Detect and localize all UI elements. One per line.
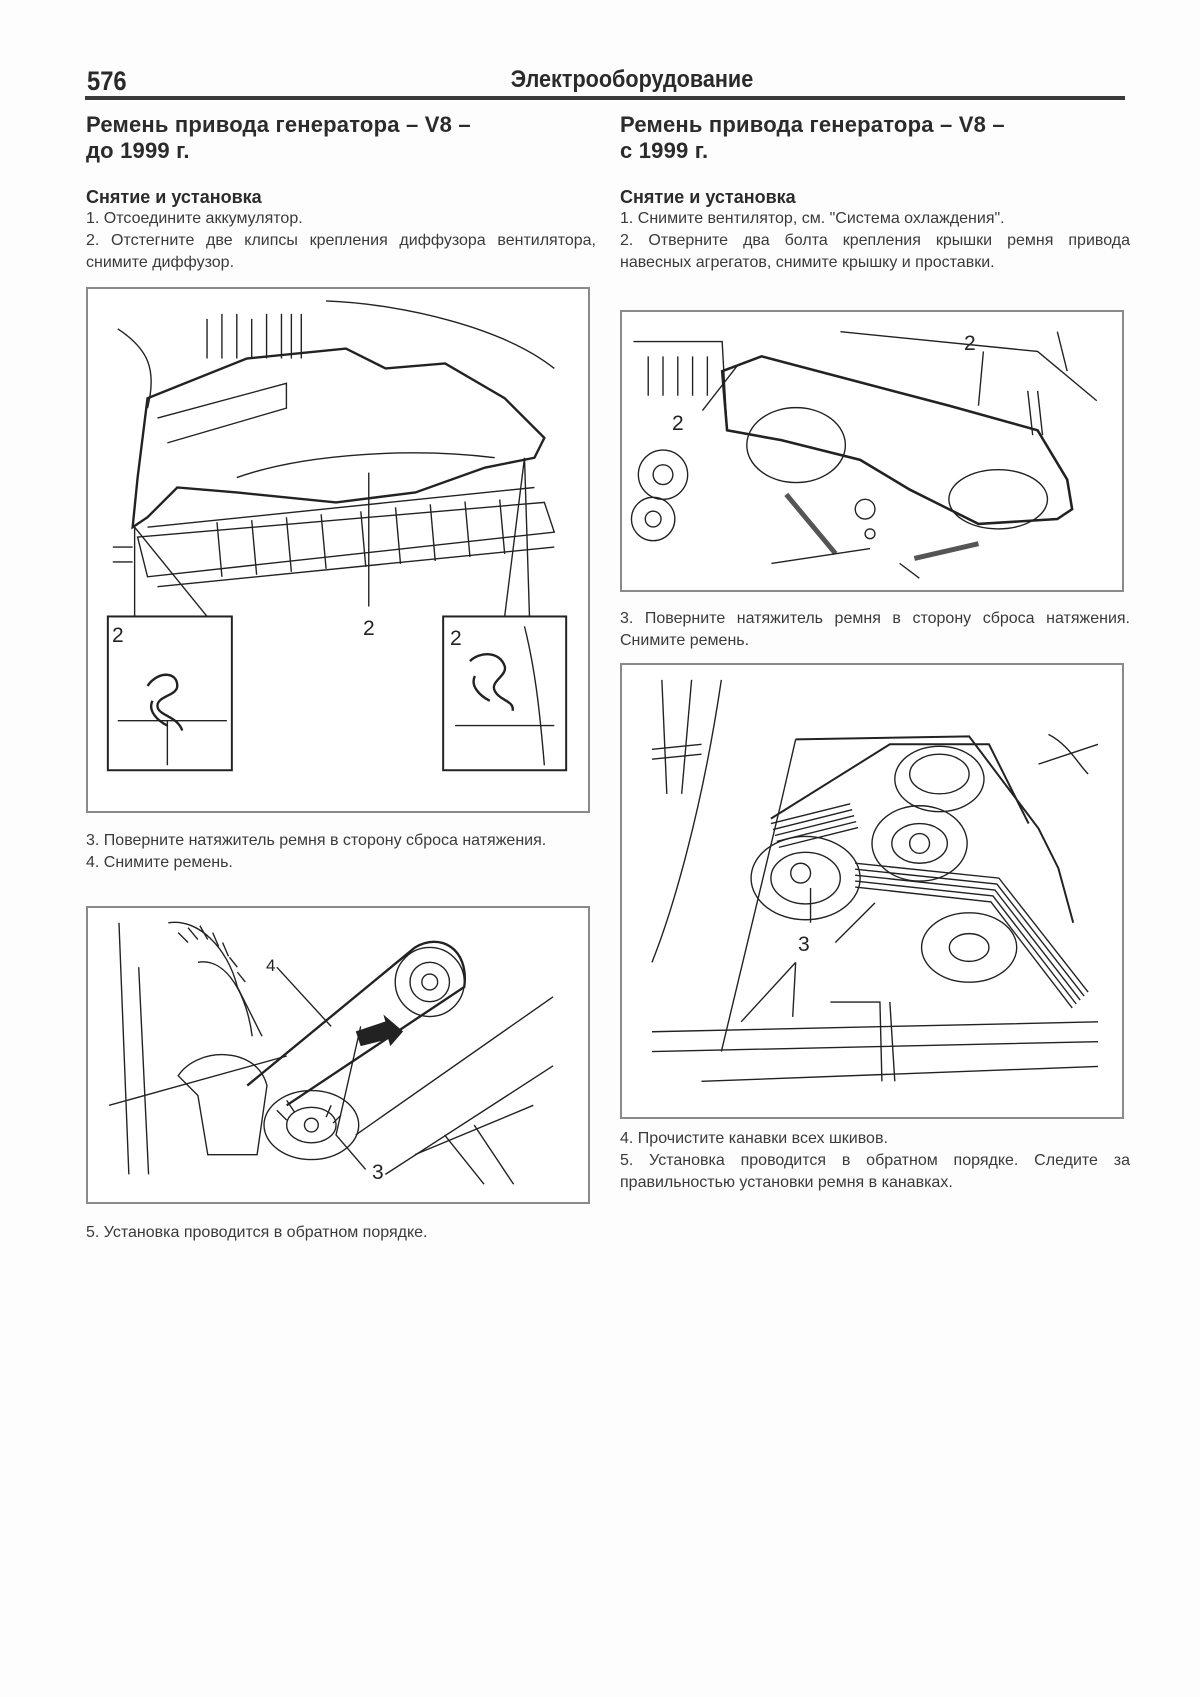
section-title bbox=[86, 112, 596, 164]
figure-belt-cover bbox=[620, 310, 1124, 592]
step-paragraph: 5. Установка проводится в обратном порядке. Следите за правильностью установки ремня в канавках. bbox=[620, 1152, 1130, 1191]
figure-belt-routing bbox=[620, 663, 1124, 1119]
section-title-line: Ремень привода генератора – V8 – bbox=[620, 112, 1005, 137]
section-title bbox=[620, 112, 1130, 164]
callout-label: 2 bbox=[450, 627, 462, 650]
step-paragraph: 3. Поверните натяжитель ремня в сторону сброса натяжения. Снимите ремень. bbox=[620, 610, 1130, 649]
subsection-title: Снятие и установка bbox=[86, 187, 262, 207]
figure-diffuser-clips bbox=[86, 287, 590, 813]
step-paragraph: 2. Отверните два болта крепления крышки ремня привода навесных агрегатов, снимите крышку и проставки. bbox=[620, 232, 1130, 271]
page-header bbox=[85, 62, 1125, 102]
callout-label: 2 bbox=[964, 332, 976, 355]
step-paragraph: 4. Прочистите канавки всех шкивов. bbox=[620, 1130, 888, 1147]
step-paragraph: 5. Установка проводится в обратном порядке. bbox=[86, 1224, 428, 1241]
step-paragraph: 2. Отстегните две клипсы крепления диффузора вентилятора, снимите диффузор. bbox=[86, 232, 596, 271]
callout-label: 3 bbox=[372, 1161, 384, 1184]
callout-label: 3 bbox=[798, 933, 810, 956]
right-step-3 bbox=[620, 608, 1130, 652]
right-column bbox=[620, 112, 1130, 274]
diffuser-illustration bbox=[88, 289, 588, 811]
left-steps-3-4 bbox=[86, 830, 596, 874]
page-number: 576 bbox=[87, 66, 127, 96]
figure-belt-tensioner bbox=[86, 906, 590, 1204]
callout-label: 2 bbox=[112, 624, 124, 647]
running-title: Электрооборудование bbox=[510, 66, 754, 93]
step-paragraph: 3. Поверните натяжитель ремня в сторону сброса натяжения. bbox=[86, 832, 547, 849]
header-rule bbox=[85, 96, 1125, 100]
subsection-title: Снятие и установка bbox=[620, 187, 796, 207]
belt-cover-illustration bbox=[622, 312, 1122, 590]
tensioner-illustration bbox=[88, 908, 588, 1202]
section-title-line: Ремень привода генератора – V8 – bbox=[86, 112, 471, 137]
right-steps-4-5 bbox=[620, 1128, 1130, 1194]
step-paragraph: 1. Снимите вентилятор, см. "Система охлаждения". bbox=[620, 210, 1005, 227]
section-title-line: до 1999 г. bbox=[86, 138, 190, 163]
belt-routing-illustration bbox=[622, 665, 1122, 1117]
callout-label: 4 bbox=[266, 956, 276, 975]
step-paragraph: 4. Снимите ремень. bbox=[86, 854, 233, 871]
callout-label: 2 bbox=[672, 412, 684, 435]
section-title-line: с 1999 г. bbox=[620, 138, 709, 163]
step-paragraph: 1. Отсоедините аккумулятор. bbox=[86, 210, 303, 227]
left-column bbox=[86, 112, 596, 274]
left-step-5 bbox=[86, 1222, 596, 1244]
callout-label: 2 bbox=[363, 617, 375, 640]
